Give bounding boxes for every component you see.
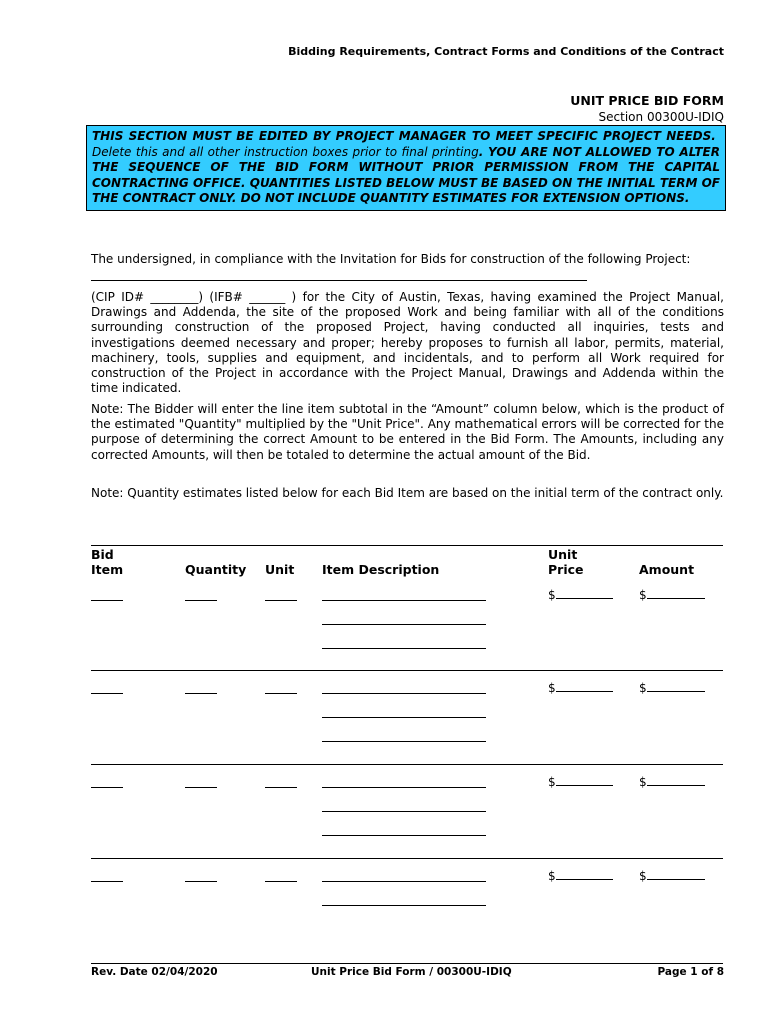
form-title-block bbox=[570, 93, 724, 124]
quantity-field[interactable] bbox=[185, 881, 217, 882]
col-amount: Amount bbox=[639, 562, 695, 577]
amount-blank[interactable] bbox=[647, 785, 705, 786]
item-description-field[interactable] bbox=[322, 648, 486, 649]
amount-blank[interactable] bbox=[556, 598, 613, 599]
amount-note: Note: The Bidder will enter the line item subtotal in the “Amount” column below, which is the product of the estimated "Quantity" multiplied by the "Unit Price". Any mathematical errors will be corrected for the purpose of determining the correct Amount to be entered in the Bid Form. The Amounts, including any corrected Amounts, will then be totaled to determine the actual amount of the Bid. bbox=[91, 402, 724, 462]
col-bid-item bbox=[91, 547, 123, 577]
quantity-field[interactable] bbox=[185, 693, 217, 694]
dollar-sign: $ bbox=[548, 588, 556, 602]
item-description-field[interactable] bbox=[322, 835, 486, 836]
amount-blank[interactable] bbox=[556, 785, 613, 786]
dollar-sign: $ bbox=[548, 681, 556, 695]
amount-field[interactable] bbox=[639, 869, 705, 883]
unit-price-field[interactable] bbox=[548, 869, 613, 883]
dollar-sign: $ bbox=[639, 681, 647, 695]
amount-blank[interactable] bbox=[647, 691, 705, 692]
unit-field[interactable] bbox=[265, 787, 297, 788]
item-description-field[interactable] bbox=[322, 811, 486, 812]
footer-form-name: Unit Price Bid Form / 00300U-IDIQ bbox=[311, 966, 512, 978]
col-item-description: Item Description bbox=[322, 562, 440, 577]
col-unit-price bbox=[548, 547, 584, 577]
project-name-field[interactable] bbox=[91, 280, 587, 281]
unit-price-field[interactable] bbox=[548, 775, 613, 789]
amount-blank[interactable] bbox=[556, 879, 613, 880]
amount-field[interactable] bbox=[639, 681, 705, 695]
dollar-sign: $ bbox=[548, 869, 556, 883]
item-description-field[interactable] bbox=[322, 741, 486, 742]
instruction-text-3: . YOU ARE NOT ALLOWED TO ALTER THE SEQUENCE OF THE BID FORM WITHOUT PRIOR PERMISSION FROM THE CAPITAL CONTRACTING OFFICE. QUANTITIES LISTED BELOW MUST BE BASED ON THE INITIAL TERM OF THE CONTRACT ONLY. DO NOT INCLUDE QUANTITY ESTIMATES FOR EXTENSION OPTIONS. bbox=[92, 144, 720, 206]
form-title: UNIT PRICE BID FORM bbox=[570, 93, 724, 108]
amount-blank[interactable] bbox=[556, 691, 613, 692]
row-divider bbox=[91, 858, 723, 859]
row-divider bbox=[91, 764, 723, 765]
unit-field[interactable] bbox=[265, 881, 297, 882]
dollar-sign: $ bbox=[639, 775, 647, 789]
col-unit: Unit bbox=[265, 562, 295, 577]
unit-price-field[interactable] bbox=[548, 681, 613, 695]
unit-field[interactable] bbox=[265, 693, 297, 694]
item-description-field[interactable] bbox=[322, 881, 486, 882]
row-divider bbox=[91, 670, 723, 671]
amount-field[interactable] bbox=[639, 588, 705, 602]
quantity-field[interactable] bbox=[185, 787, 217, 788]
col-quantity: Quantity bbox=[185, 562, 247, 577]
amount-blank[interactable] bbox=[647, 879, 705, 880]
intro-text: The undersigned, in compliance with the Invitation for Bids for construction of the following Project: bbox=[91, 252, 691, 266]
item-description-field[interactable] bbox=[322, 624, 486, 625]
footer-rev-date: Rev. Date 02/04/2020 bbox=[91, 966, 218, 978]
unit-field[interactable] bbox=[265, 600, 297, 601]
running-header: Bidding Requirements, Contract Forms and Conditions of the Contract bbox=[288, 45, 724, 58]
item-description-field[interactable] bbox=[322, 717, 486, 718]
item-description-field[interactable] bbox=[322, 905, 486, 906]
dollar-sign: $ bbox=[639, 588, 647, 602]
item-description-field[interactable] bbox=[322, 787, 486, 788]
dollar-sign: $ bbox=[548, 775, 556, 789]
instruction-text-1: THIS SECTION MUST BE EDITED BY PROJECT MANAGER TO MEET SPECIFIC PROJECT NEEDS. bbox=[92, 129, 716, 143]
instruction-box bbox=[86, 125, 726, 211]
bid-item-field[interactable] bbox=[91, 881, 123, 882]
section-number: Section 00300U-IDIQ bbox=[598, 110, 724, 124]
col-bid-item-line2: Item bbox=[91, 562, 124, 577]
item-description-field[interactable] bbox=[322, 600, 486, 601]
proposal-paragraph: (CIP ID# ________) (IFB# ______ ) for the City of Austin, Texas, having examined the Project Manual, Drawings and Addenda, the site of the proposed Work and being familiar with all of the conditions surrounding construction of the proposed Project, having conducted all inquiries, tests and investigations deemed necessary and proper; hereby proposes to furnish all labor, permits, material, machinery, tools, supplies and equipment, and incidentals, and to perform all Work required for construction of the Project in accordance with the Project Manual, Drawings and Addenda within the time indicated. bbox=[91, 290, 724, 396]
col-bid-item-line1: Bid bbox=[91, 547, 114, 562]
unit-price-field[interactable] bbox=[548, 588, 613, 602]
footer-rule bbox=[91, 963, 723, 964]
item-description-field[interactable] bbox=[322, 693, 486, 694]
col-unit-price-line1: Unit bbox=[548, 547, 578, 562]
footer-page-number: Page 1 of 8 bbox=[657, 966, 724, 978]
bid-item-field[interactable] bbox=[91, 693, 123, 694]
table-top-rule bbox=[91, 545, 723, 546]
amount-field[interactable] bbox=[639, 775, 705, 789]
amount-blank[interactable] bbox=[647, 598, 705, 599]
bid-item-field[interactable] bbox=[91, 787, 123, 788]
quantity-note: Note: Quantity estimates listed below for each Bid Item are based on the initial term of the contract only. bbox=[91, 486, 724, 500]
instruction-text-2: Delete this and all other instruction boxes prior to final printing bbox=[92, 144, 479, 159]
col-unit-price-line2: Price bbox=[548, 562, 584, 577]
dollar-sign: $ bbox=[639, 869, 647, 883]
bid-item-field[interactable] bbox=[91, 600, 123, 601]
quantity-field[interactable] bbox=[185, 600, 217, 601]
